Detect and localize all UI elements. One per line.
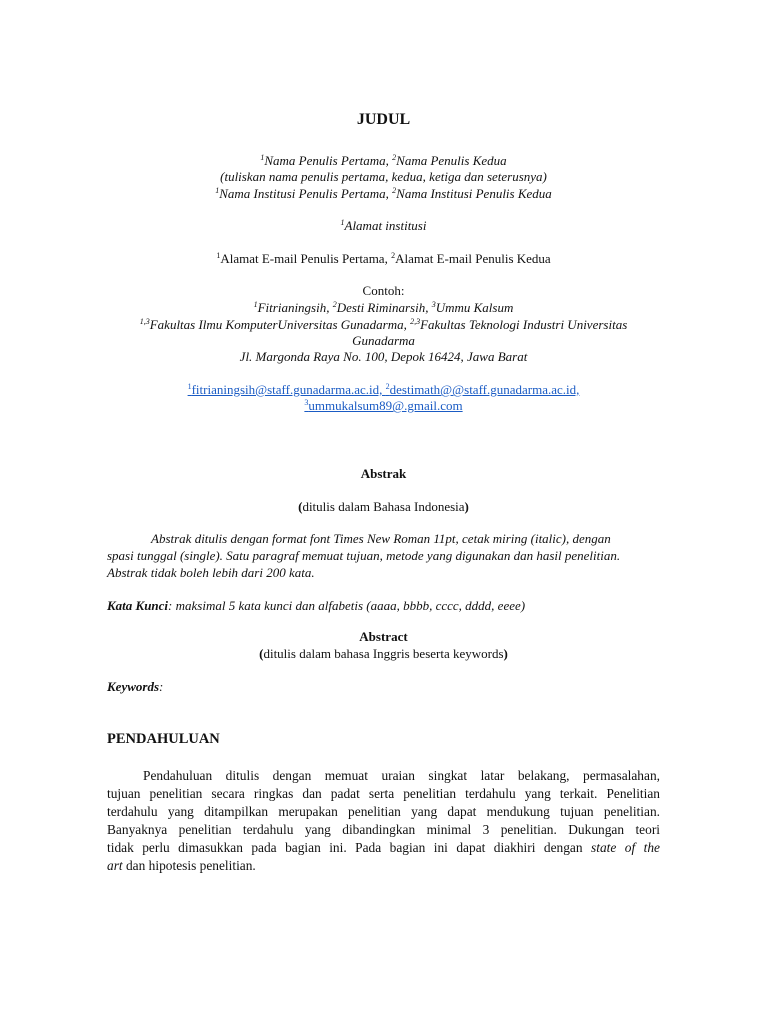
- keywords-line: Keywords:: [107, 679, 164, 694]
- page-title: JUDUL: [356, 111, 411, 128]
- abstract-note: (ditulis dalam bahasa Inggris beserta keywords): [259, 646, 508, 661]
- email-link-3[interactable]: $^3$ummukalsum89@.gmail.com: [304, 398, 463, 413]
- institutions-line: $^1$Nama Institusi Penulis Pertama, $^2$Nama Institusi Penulis Kedua: [215, 186, 552, 201]
- kata-kunci-label: Kata Kunci: [107, 598, 169, 613]
- authors-line: $^1$Nama Penulis Pertama, $^2$Nama Penulis Kedua: [260, 153, 507, 168]
- pendahuluan-heading: PENDAHULUAN: [107, 731, 220, 747]
- example-authors: $^1$Fitrianingsih, $^2$Desti Riminarsih, $^3$Ummu Kalsum: [253, 300, 514, 315]
- email-line: $^1$Alamat E-mail Penulis Pertama, $^2$Alamat E-mail Penulis Kedua: [216, 251, 551, 266]
- example-faculty-cont: Gunadarma: [352, 333, 415, 348]
- abstract-heading: Abstract: [359, 629, 408, 644]
- email-link-2[interactable]: $^2$destimath@@staff.gunadarma.ac.id,: [385, 382, 580, 397]
- example-faculty: $^{1,3}$Fakultas Ilmu KomputerUniversitas Gunadarma, $^{2,3}$Fakultas Teknologi Industri Universitas: [139, 317, 628, 332]
- pendahuluan-line-5: tidak perlu dimasukkan pada bagian ini. Pada bagian ini dapat diakhiri dengan state of the: [107, 840, 660, 855]
- pendahuluan-line-6: art dan hipotesis penelitian.: [107, 858, 256, 873]
- kata-kunci-line: Kata Kunci: maksimal 5 kata kunci dan alfabetis (aaaa, bbbb, cccc, dddd, eeee): [107, 598, 526, 613]
- pendahuluan-line-4: Banyaknya penelitian terdahulu yang dibandingkan minimal 3 penelitian. Dukungan teori: [107, 822, 660, 837]
- abstrak-paragraph-line-1: Abstrak ditulis dengan format font Times New Roman 11pt, cetak miring (italic), dengan: [151, 531, 611, 546]
- example-address: Jl. Margonda Raya No. 100, Depok 16424, Jawa Barat: [239, 349, 528, 364]
- abstrak-heading: Abstrak: [360, 466, 407, 481]
- abstrak-paragraph-line-2: spasi tunggal (single). Satu paragraf memuat tujuan, metode yang digunakan dan hasil penelitian.: [107, 548, 621, 563]
- example-label: Contoh:: [362, 283, 405, 298]
- email-link-1[interactable]: $^1$fitrianingsih@staff.gunadarma.ac.id,: [187, 382, 386, 397]
- pendahuluan-line-1: Pendahuluan ditulis dengan memuat uraian singkat latar belakang, permasalahan,: [143, 768, 660, 783]
- pendahuluan-line-3: terdahulu yang ditampilkan merupakan penelitian yang dapat mendukung tujuan penelitian.: [107, 804, 660, 819]
- example-emails: [107, 381, 660, 398]
- pendahuluan-line-2: tujuan penelitian secara ringkas dan padat serta penelitian terdahulu yang terkait. Penelitian: [107, 786, 660, 801]
- abstrak-paragraph-line-3: Abstrak tidak boleh lebih dari 200 kata.: [107, 565, 315, 580]
- institution-address: $^1$Alamat institusi: [340, 218, 427, 233]
- authors-note: (tuliskan nama penulis pertama, kedua, ketiga dan seterusnya): [220, 169, 547, 184]
- example-emails-cont: [107, 397, 660, 414]
- keywords-label: Keywords: [107, 679, 159, 694]
- abstrak-note: (ditulis dalam Bahasa Indonesia): [298, 499, 469, 514]
